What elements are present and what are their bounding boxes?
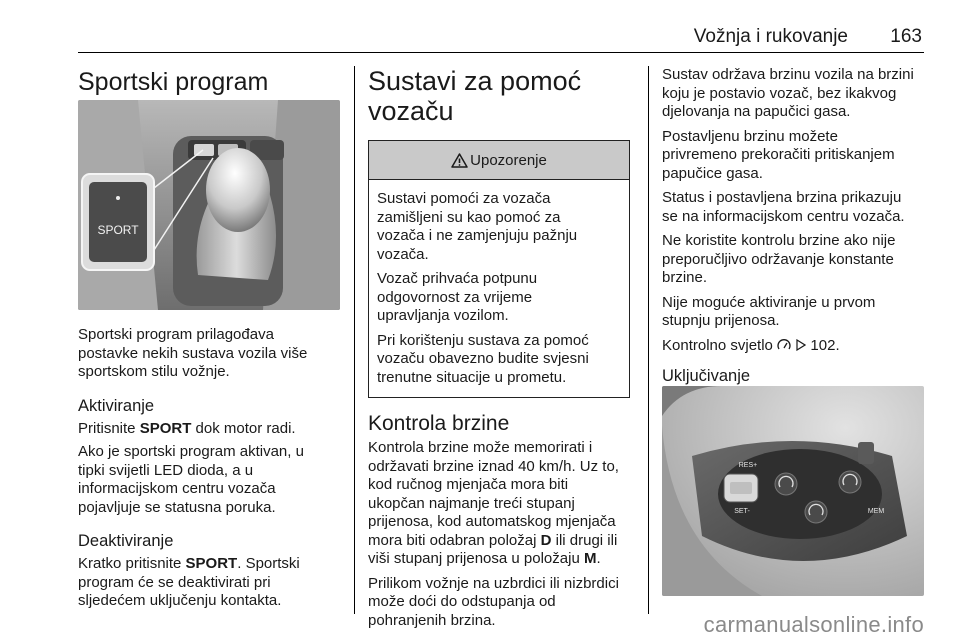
warning-line: vozača. xyxy=(377,245,429,263)
warning-line: vozaču obavezno budite svjesni xyxy=(377,350,589,367)
text-run: Kratko pritisnite xyxy=(78,555,186,572)
gear-m-keyword: M xyxy=(583,550,597,567)
section-title-line: vozaču xyxy=(368,96,454,126)
sport-program-body xyxy=(78,326,340,611)
heading-cruise-control: Kontrola brzine xyxy=(368,412,510,435)
deactivation-line: sljedećem uključenju kontakta. xyxy=(78,592,282,609)
sport-keyword: SPORT xyxy=(185,555,238,572)
section-title-sport-program: Sportski program xyxy=(78,68,269,96)
header-rule xyxy=(78,52,924,53)
warning-line: Sustavi pomoći za vozača xyxy=(377,190,551,207)
warning-line: zamišljeni su kao pomoć za xyxy=(377,208,561,226)
watermark: carmanualsonline.info xyxy=(703,612,924,637)
sport-keyword: SPORT xyxy=(139,419,192,437)
c3-line: preporučljivo održavanje konstante xyxy=(662,250,894,268)
intro-line: Sportski program prilagođava xyxy=(78,326,274,343)
text-run: viši stupanj prijenosa u položaju xyxy=(368,550,584,567)
warning-line: odgovornost za vrijeme xyxy=(377,288,533,306)
cruise-p2-line: pohranjenih brzina. xyxy=(368,611,496,629)
cruise-line xyxy=(368,532,634,551)
page-reference: 102. xyxy=(810,336,840,354)
c3-line: Status i postavljena brzina prikazuju xyxy=(662,189,902,206)
mem-label-on-photo: MEM xyxy=(867,508,885,515)
text-run: dok motor radi. xyxy=(191,419,296,437)
page-number: 163 xyxy=(890,26,922,47)
text-run: ili drugi ili xyxy=(551,531,618,549)
cruise-line: održavati brzine iznad 40 km/h. Uz to, xyxy=(368,457,619,475)
warning-heading: Upozorenje xyxy=(470,151,547,169)
warning-triangle-icon xyxy=(451,153,468,168)
res-label-on-photo: RES+ xyxy=(738,462,758,469)
c3-line: koju je postavio vozač, bez ikakvog xyxy=(662,84,897,102)
heading-deactivation: Deaktiviranje xyxy=(78,532,174,550)
warning-line: vozača i ne zamjenjuju pažnju xyxy=(377,227,578,244)
column-divider-left xyxy=(354,66,355,614)
cruise-p2-line: Prilikom vožnje na uzbrdici ili nizbrdici xyxy=(368,574,619,592)
column-divider-right xyxy=(648,66,649,614)
cruise-p2-line: može doći do odstupanja od xyxy=(368,593,556,610)
cruise-lamp-icon xyxy=(777,339,791,351)
activation-p2-line: Ako je sportski program aktivan, u xyxy=(78,443,304,460)
text-run: . Sportski xyxy=(237,555,300,572)
page-ref-icon xyxy=(795,339,806,351)
steering-wheel-controls-photo xyxy=(662,386,924,596)
heading-activation: Aktiviranje xyxy=(78,396,155,415)
c3-line: privremeno prekoračiti pritiskanjem xyxy=(662,146,895,163)
activation-p2-line: tipki svijetli LED dioda, a u xyxy=(78,461,254,479)
c3-line: papučice gasa. xyxy=(662,164,763,182)
cruise-line: prijenosa, kod automatskog mjenjača xyxy=(368,513,616,530)
warning-header xyxy=(369,141,629,180)
warning-box xyxy=(368,140,630,398)
sport-label-on-photo: SPORT xyxy=(97,223,139,237)
control-lamp-reference xyxy=(662,337,926,356)
heading-switch-on: Uključivanje xyxy=(662,367,751,385)
text-run: Kontrolno svjetlo xyxy=(662,336,778,354)
gear-d-keyword: D xyxy=(540,531,552,549)
text-run: Pritisnite xyxy=(78,419,140,437)
c3-line: Sustav održava brzinu vozila na brzini xyxy=(662,66,914,83)
cruise-line: Kontrola brzine može memorirati i xyxy=(368,439,593,456)
sport-button-photo xyxy=(78,100,340,310)
console-illustration xyxy=(78,100,340,310)
warning-line: Vozač prihvaća potpunu xyxy=(377,270,538,287)
warning-line: Pri korištenju sustava za pomoć xyxy=(377,331,589,349)
activation-p2-line: pojavljuje se statusna poruka. xyxy=(78,498,276,516)
deactivation-line: program će se deaktivirati pri xyxy=(78,573,271,591)
cruise-line: ukopčan najmanje treći stupanj xyxy=(368,494,575,512)
c3-line: brzine. xyxy=(662,269,708,286)
warning-line: trenutne situacije u prometu. xyxy=(377,368,567,386)
c3-line: Ne koristite kontrolu brzine ako nije xyxy=(662,232,896,249)
column-driver-assistance xyxy=(368,66,634,630)
warning-line: upravljanja vozilom. xyxy=(377,307,509,324)
intro-line: postavke nekih sustava vozila više xyxy=(78,344,308,362)
c3-line: se na informacijskom centru vozača. xyxy=(662,207,905,225)
text-run: mora biti odabran položaj xyxy=(368,531,541,549)
c3-line: stupnju prijenosa. xyxy=(662,312,780,329)
c3-line: Nije moguće aktiviranje u prvom xyxy=(662,293,876,311)
cruise-line: kod ručnog mjenjača mora biti xyxy=(368,476,569,493)
set-label-on-photo: SET- xyxy=(734,508,750,515)
text-run: . xyxy=(596,550,601,567)
deactivation-line xyxy=(78,555,340,574)
activation-p1 xyxy=(78,420,340,439)
section-title-line: Sustavi za pomoć xyxy=(368,66,582,96)
c3-line: djelovanja na papučici gasa. xyxy=(662,103,851,120)
header-title: Vožnja i rukovanje xyxy=(693,26,848,47)
column-sport-program xyxy=(78,66,340,97)
activation-p2-line: informacijskom centru vozača xyxy=(78,480,276,497)
column-cruise-continued xyxy=(662,66,926,386)
steering-wheel-illustration xyxy=(662,386,924,596)
intro-line: sportskom stilu vožnje. xyxy=(78,363,230,380)
c3-line: Postavljenu brzinu možete xyxy=(662,127,838,145)
cruise-line xyxy=(368,550,634,569)
warning-body xyxy=(369,180,629,397)
